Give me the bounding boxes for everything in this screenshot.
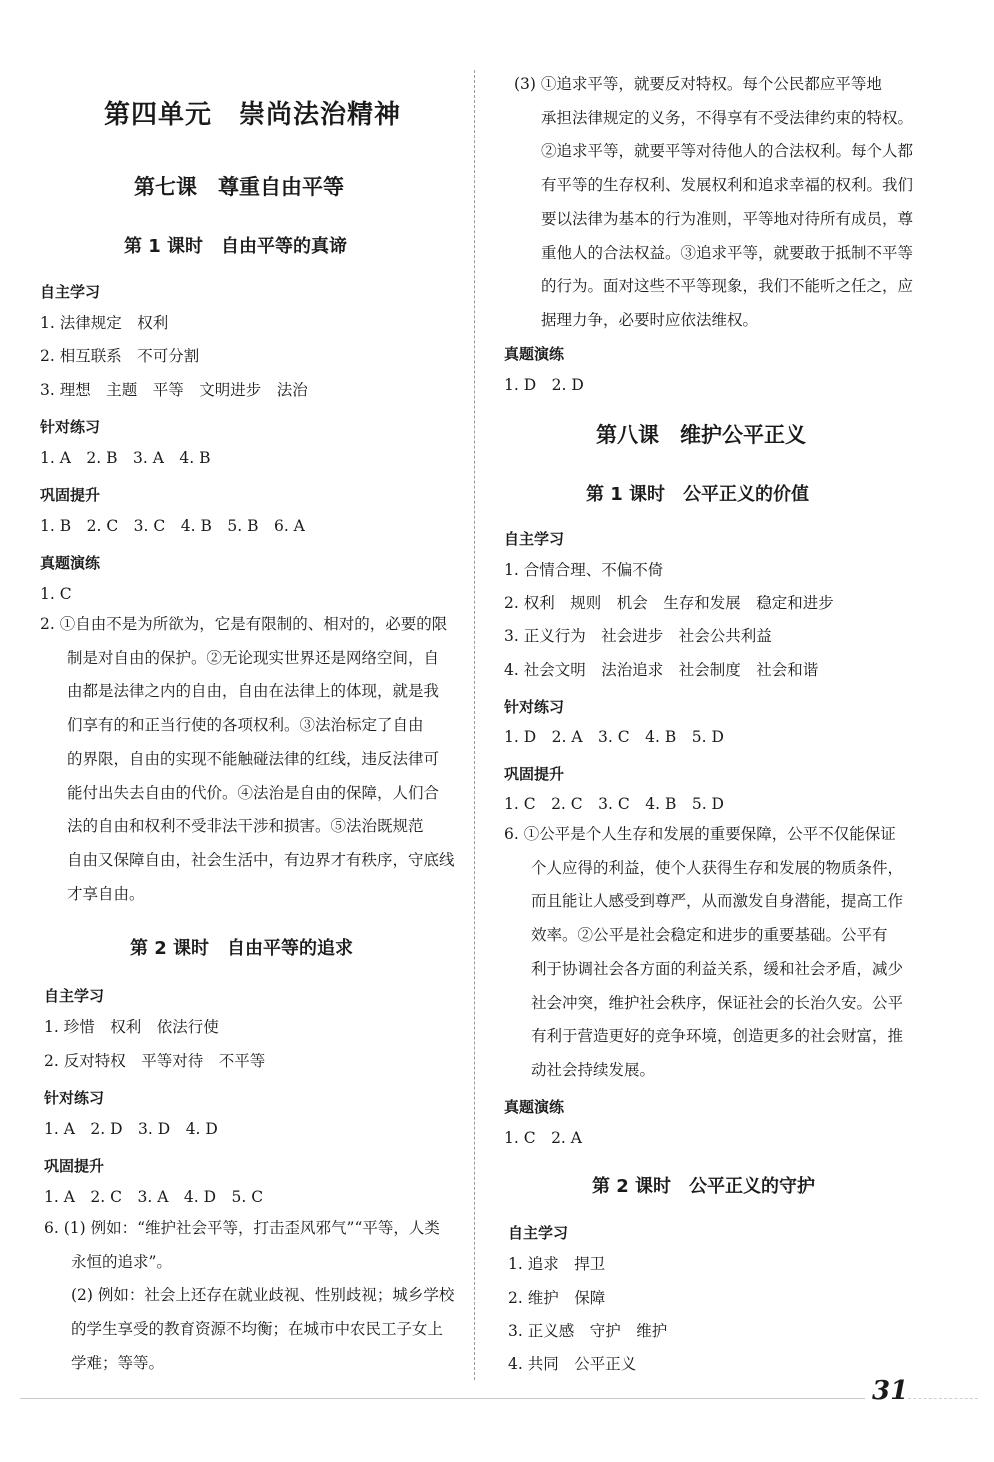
- footer-rule: [908, 1398, 978, 1399]
- answer-line: 1. C 2. C 3. C 4. B 5. D: [504, 795, 724, 813]
- paragraph-line: 社会冲突，维护社会秩序，保证社会的长治久安。公平: [531, 993, 904, 1012]
- paragraph-line: 6. (1) 例如：“维护社会平等，打击歪风邪气”“平等，人类: [44, 1219, 440, 1237]
- section-heading: 巩固提升: [44, 1157, 105, 1175]
- paragraph-line: 的学生享受的教育资源不均衡；在城市中农民工子女上: [71, 1320, 444, 1339]
- answer-paragraph: [504, 818, 903, 1088]
- answer-line: 2. 反对特权 平等对待 不平等: [44, 1052, 266, 1070]
- answer-line: 1. A 2. C 3. A 4. D 5. C: [44, 1188, 264, 1206]
- section-heading: 自主学习: [508, 1224, 569, 1242]
- column-divider: [474, 70, 475, 1380]
- answer-line: 3. 正义行为 社会进步 社会公共利益: [504, 627, 772, 645]
- paragraph-line: 的行为。面对这些不平等现象，我们不能听之任之，应: [541, 277, 914, 296]
- section-heading: 自主学习: [504, 530, 565, 548]
- period-1-title: 第 1 课时 公平正义的价值: [586, 484, 810, 505]
- answer-line: 3. 理想 主题 平等 文明进步 法治: [40, 381, 308, 399]
- answer-paragraph: [514, 68, 913, 338]
- lesson-8-title: 第八课 维护公平正义: [596, 423, 806, 447]
- paragraph-line: 能付出失去自由的代价。④法治是自由的保障，人们合: [67, 783, 440, 802]
- paragraph-line: 由都是法律之内的自由，自由在法律上的体现，就是我: [67, 682, 440, 701]
- section-heading: 真题演练: [40, 554, 101, 572]
- paragraph-line: 要以法律为基本的行为准则，平等地对待所有成员，尊: [541, 209, 914, 228]
- paragraph-line: 学难；等等。: [71, 1353, 165, 1372]
- answer-line: 1. B 2. C 3. C 4. B 5. B 6. A: [40, 517, 305, 535]
- answer-paragraph: [40, 608, 455, 911]
- answer-line: 4. 社会文明 法治追求 社会制度 社会和谐: [504, 661, 819, 679]
- page-number: 31: [872, 1376, 909, 1406]
- paragraph-line: 承担法律规定的义务，不得享有不受法律约束的特权。: [541, 108, 914, 127]
- section-heading: 真题演练: [504, 345, 565, 363]
- answer-line: 1. 珍惜 权利 依法行使: [44, 1018, 219, 1036]
- paragraph-line: (2) 例如：社会上还存在就业歧视、性别歧视；城乡学校: [71, 1286, 455, 1305]
- answer-line: 2. 维护 保障: [508, 1289, 606, 1307]
- answer-line: 1. C: [40, 585, 72, 603]
- paragraph-line: 重他人的合法权益。③追求平等，就要敢于抵制不平等: [541, 243, 914, 262]
- section-heading: 自主学习: [44, 987, 105, 1005]
- answer-line: 1. A 2. D 3. D 4. D: [44, 1120, 218, 1138]
- paragraph-line: 2. ①自由不是为所欲为，它是有限制的、相对的，必要的限: [40, 615, 448, 633]
- answer-paragraph: [44, 1212, 454, 1381]
- answer-line: 1. 追求 捍卫: [508, 1255, 606, 1273]
- unit-title: 第四单元 崇尚法治精神: [104, 100, 402, 130]
- paragraph-line: ②追求平等，就要平等对待他人的合法权利。每个人都: [541, 142, 914, 161]
- section-heading: 针对练习: [504, 698, 565, 716]
- answer-line: 1. D 2. A 3. C 4. B 5. D: [504, 728, 724, 746]
- paragraph-line: 的界限，自由的实现不能触碰法律的红线，违反法律可: [67, 749, 440, 768]
- paragraph-line: 有利于营造更好的竞争环境，创造更多的社会财富，推: [531, 1027, 904, 1046]
- section-heading: 自主学习: [40, 283, 101, 301]
- section-heading: 针对练习: [40, 418, 101, 436]
- paragraph-line: 效率。②公平是社会稳定和进步的重要基础。公平有: [531, 926, 888, 945]
- period-2-title: 第 2 课时 自由平等的追求: [130, 938, 354, 959]
- paragraph-line: 6. ①公平是个人生存和发展的重要保障，公平不仅能保证: [504, 825, 896, 843]
- answer-line: 2. 相互联系 不可分割: [40, 347, 200, 365]
- paragraph-line: 们享有的和正当行使的各项权利。③法治标定了自由: [67, 716, 424, 735]
- paragraph-line: 有平等的生存权利、发展权利和追求幸福的权利。我们: [541, 176, 914, 195]
- lesson-7-title: 第七课 尊重自由平等: [134, 175, 344, 199]
- answer-line: 2. 权利 规则 机会 生存和发展 稳定和进步: [504, 594, 834, 612]
- paragraph-line: 动社会持续发展。: [531, 1060, 656, 1079]
- footer-rule: [20, 1398, 865, 1399]
- answer-line: 1. 法律规定 权利: [40, 314, 169, 332]
- paragraph-line: 法的自由和权利不受非法干涉和损害。⑤法治既规范: [67, 817, 424, 836]
- answer-line: 1. 合情合理、不偏不倚: [504, 561, 664, 579]
- answer-line: 4. 共同 公平正义: [508, 1355, 637, 1373]
- paragraph-line: 制是对自由的保护。②无论现实世界还是网络空间，自: [67, 648, 440, 667]
- paragraph-line: 利于协调社会各方面的利益关系，缓和社会矛盾，减少: [531, 959, 904, 978]
- paragraph-line: 而且能让人感受到尊严，从而激发自身潜能，提高工作: [531, 892, 904, 911]
- section-heading: 针对练习: [44, 1089, 105, 1107]
- answer-line: 1. A 2. B 3. A 4. B: [40, 449, 211, 467]
- section-heading: 真题演练: [504, 1098, 565, 1116]
- answer-line: 1. C 2. A: [504, 1129, 582, 1147]
- answer-line: 3. 正义感 守护 维护: [508, 1322, 668, 1340]
- paragraph-line: 才享自由。: [67, 884, 145, 903]
- paragraph-line: (3) ①追求平等，就要反对特权。每个公民都应平等地: [514, 75, 882, 93]
- answer-line: 1. D 2. D: [504, 376, 584, 394]
- paragraph-line: 自由又保障自由，社会生活中，有边界才有秩序，守底线: [67, 850, 455, 869]
- paragraph-line: 个人应得的利益，使个人获得生存和发展的物质条件，: [531, 858, 904, 877]
- period-2-title: 第 2 课时 公平正义的守护: [592, 1176, 816, 1197]
- paragraph-line: 永恒的追求”。: [71, 1252, 172, 1271]
- section-heading: 巩固提升: [40, 486, 101, 504]
- paragraph-line: 据理力争，必要时应依法维权。: [541, 310, 759, 329]
- period-1-title: 第 1 课时 自由平等的真谛: [124, 236, 348, 257]
- section-heading: 巩固提升: [504, 765, 565, 783]
